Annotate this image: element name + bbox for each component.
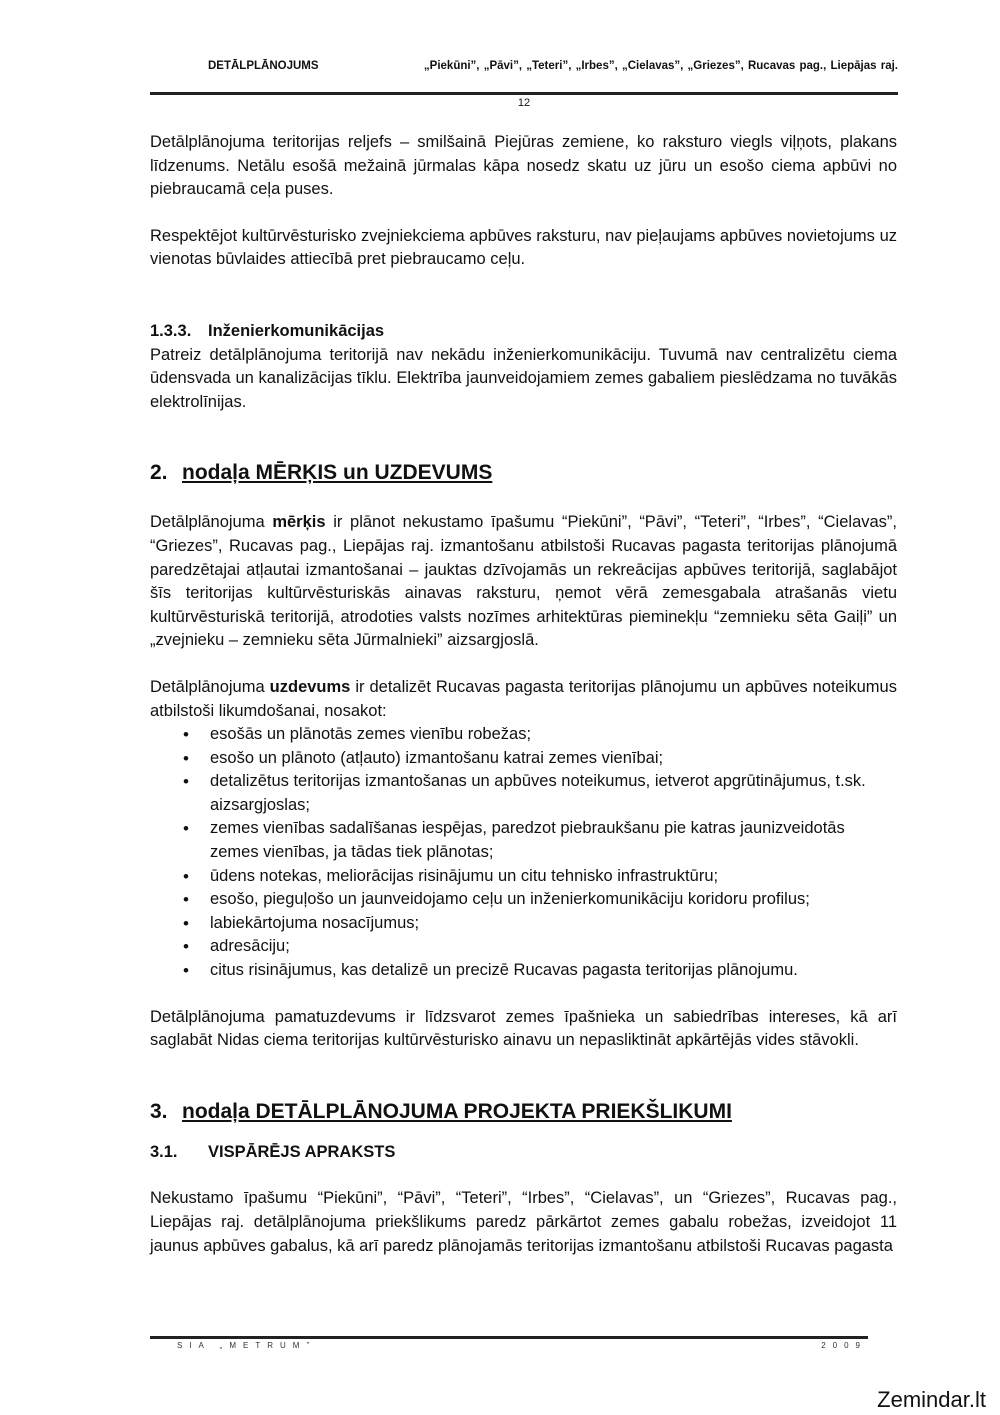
list-item: • esošās un plānotās zemes vienību robežas;	[210, 723, 897, 747]
task-list	[150, 723, 897, 983]
section-heading-1-3-3	[150, 320, 897, 344]
task-lead: Detālplānojuma	[150, 677, 270, 696]
paragraph-general: Nekustamo īpašumu “Piekūni”, “Pāvi”, “Teteri”, “Irbes”, “Cielavas”, un “Griezes”, Rucavas pag., Liepājas raj. detālplānojuma priekšlikums paredz pārkārtot zemes gabalu robežas, izveidojot 11 jaunus apbūves gabalus, kā arī paredz plānojamās teritorijas izmantošanu atbilstoši Rucavas pagasta	[150, 1189, 897, 1255]
header-title: DETĀLPLĀNOJUMS	[208, 60, 319, 72]
list-item: • esošo, pieguļošo un jaunveidojamo ceļu un inženierkomunikāciju koridoru profilus;	[210, 888, 897, 912]
section-title: VISPĀRĒJS APRAKSTS	[208, 1142, 396, 1161]
chapter-title: nodaļa DETĀLPLĀNOJUMA PROJEKTA PRIEKŠLIKUMI	[182, 1099, 732, 1123]
task-text: ir detalizēt Rucavas pagasta teritorijas plānojumu un apbūves noteikumus atbilstoši likumdošanai, nosakot:	[150, 677, 897, 720]
chapter-number: 2.	[150, 461, 168, 485]
section-number: 1.3.3.	[150, 321, 192, 340]
paragraph-relief: Detālplānojuma teritorijas reljefs – smilšainā Piejūras zemiene, ko raksturo viegls viļņots, plakans līdzenums. Netālu esošā mežainā jūrmalas kāpa nosedz skatu uz jūru un esošo ciema apbūvi no piebraucamā ceļa puses.	[150, 133, 897, 199]
footer-rule	[150, 1336, 868, 1339]
header-location: „Piekūni”, „Pāvi”, „Teteri”, „Irbes”, „Cielavas”, „Griezes”, Rucavas pag., Liepājas raj.	[423, 60, 898, 72]
goal-term: mērķis	[272, 513, 326, 532]
list-item: • labiekārtojuma nosacījumus;	[210, 912, 897, 936]
list-item: • zemes vienības sadalīšanas iespējas, paredzot piebraukšanu pie katras jaunizveidotās zemes vienības, ja tādas tiek plānotas;	[210, 817, 897, 864]
running-footer	[177, 1341, 867, 1350]
paragraph-goal	[150, 511, 897, 653]
paragraph-main-task: Detālplānojuma pamatuzdevums ir līdzsvarot zemes īpašnieka un sabiedrības intereses, kā arī saglabāt Nidas ciema teritorijas kultūrvēsturisko ainavu un nepasliktināt apkārtējās vides stāvokli.	[150, 1007, 897, 1050]
goal-lead: Detālplānojuma	[150, 513, 273, 532]
watermark: Zemindar.lt	[877, 1387, 986, 1412]
paragraph-engineering: Patreiz detālplānojuma teritorijā nav nekādu inženierkomunikāciju. Tuvumā nav centralizētu ciema ūdensvada un kanalizācijas tīklu. Elektrība jaunveidojamiem zemes gabaliem pieslēdzama no tuvākās elektrolīnijas.	[150, 345, 897, 411]
chapter-number: 3.	[150, 1099, 168, 1123]
running-header	[150, 60, 898, 80]
list-item: • esošo un plānoto (atļauto) izmantošanu katrai zemes vienībai;	[210, 747, 897, 771]
section-number: 3.1.	[150, 1142, 178, 1161]
list-item: • ūdens notekas, meliorācijas risinājumu un citu tehnisko infrastruktūru;	[210, 865, 897, 889]
section-title: Inženierkomunikācijas	[208, 321, 385, 340]
chapter-title: nodaļa MĒRĶIS un UZDEVUMS	[182, 461, 493, 485]
task-term: uzdevums	[269, 677, 351, 696]
footer-year: 2009	[821, 1341, 867, 1350]
goal-text: ir plānot nekustamo īpašumu “Piekūni”, “Pāvi”, “Teteri”, “Irbes”, “Cielavas”, “Griezes”, Rucavas pag., Liepājas raj. izmantošanu atbilstoši Rucavas pagasta teritorijas plānojumā paredzētajai atļautai izmantošanai – jauktas dzīvojamās un rekreācijas apbūves teritorijā, saglabājot šīs teritorijas kultūrvēsturiskās ainavas raksturu, ņemot vērā zemesgabala atrašanās vietu kultūrvēsturiskā teritorijā, atrodoties valsts nozīmes arhitektūras pieminekļu “zemnieku sēta Gaiļi” un „zvejnieku – zemnieku sēta Jūrmalnieki” aizsargjoslā.	[150, 513, 897, 650]
paragraph-task	[150, 676, 897, 723]
chapter-heading-3	[150, 1097, 897, 1127]
list-item: • adresāciju;	[210, 935, 897, 959]
page-number: 12	[517, 97, 531, 109]
header-rule	[150, 92, 898, 95]
section-heading-3-1	[150, 1141, 897, 1165]
paragraph-respect: Respektējot kultūrvēsturisko zvejniekciema apbūves raksturu, nav pieļaujams apbūves novietojums uz vienotas būvlaides attiecībā pret piebraucamo ceļu.	[150, 226, 897, 269]
list-item: • detalizētus teritorijas izmantošanas un apbūves noteikumus, ietverot apgrūtinājumus, t.sk. aizsargjoslas;	[210, 770, 897, 817]
document-body	[150, 131, 897, 1258]
chapter-heading-2	[150, 458, 897, 488]
list-item: • citus risinājumus, kas detalizē un precizē Rucavas pagasta teritorijas plānojumu.	[210, 959, 897, 983]
footer-company: SIA „METRUM”	[177, 1341, 317, 1350]
